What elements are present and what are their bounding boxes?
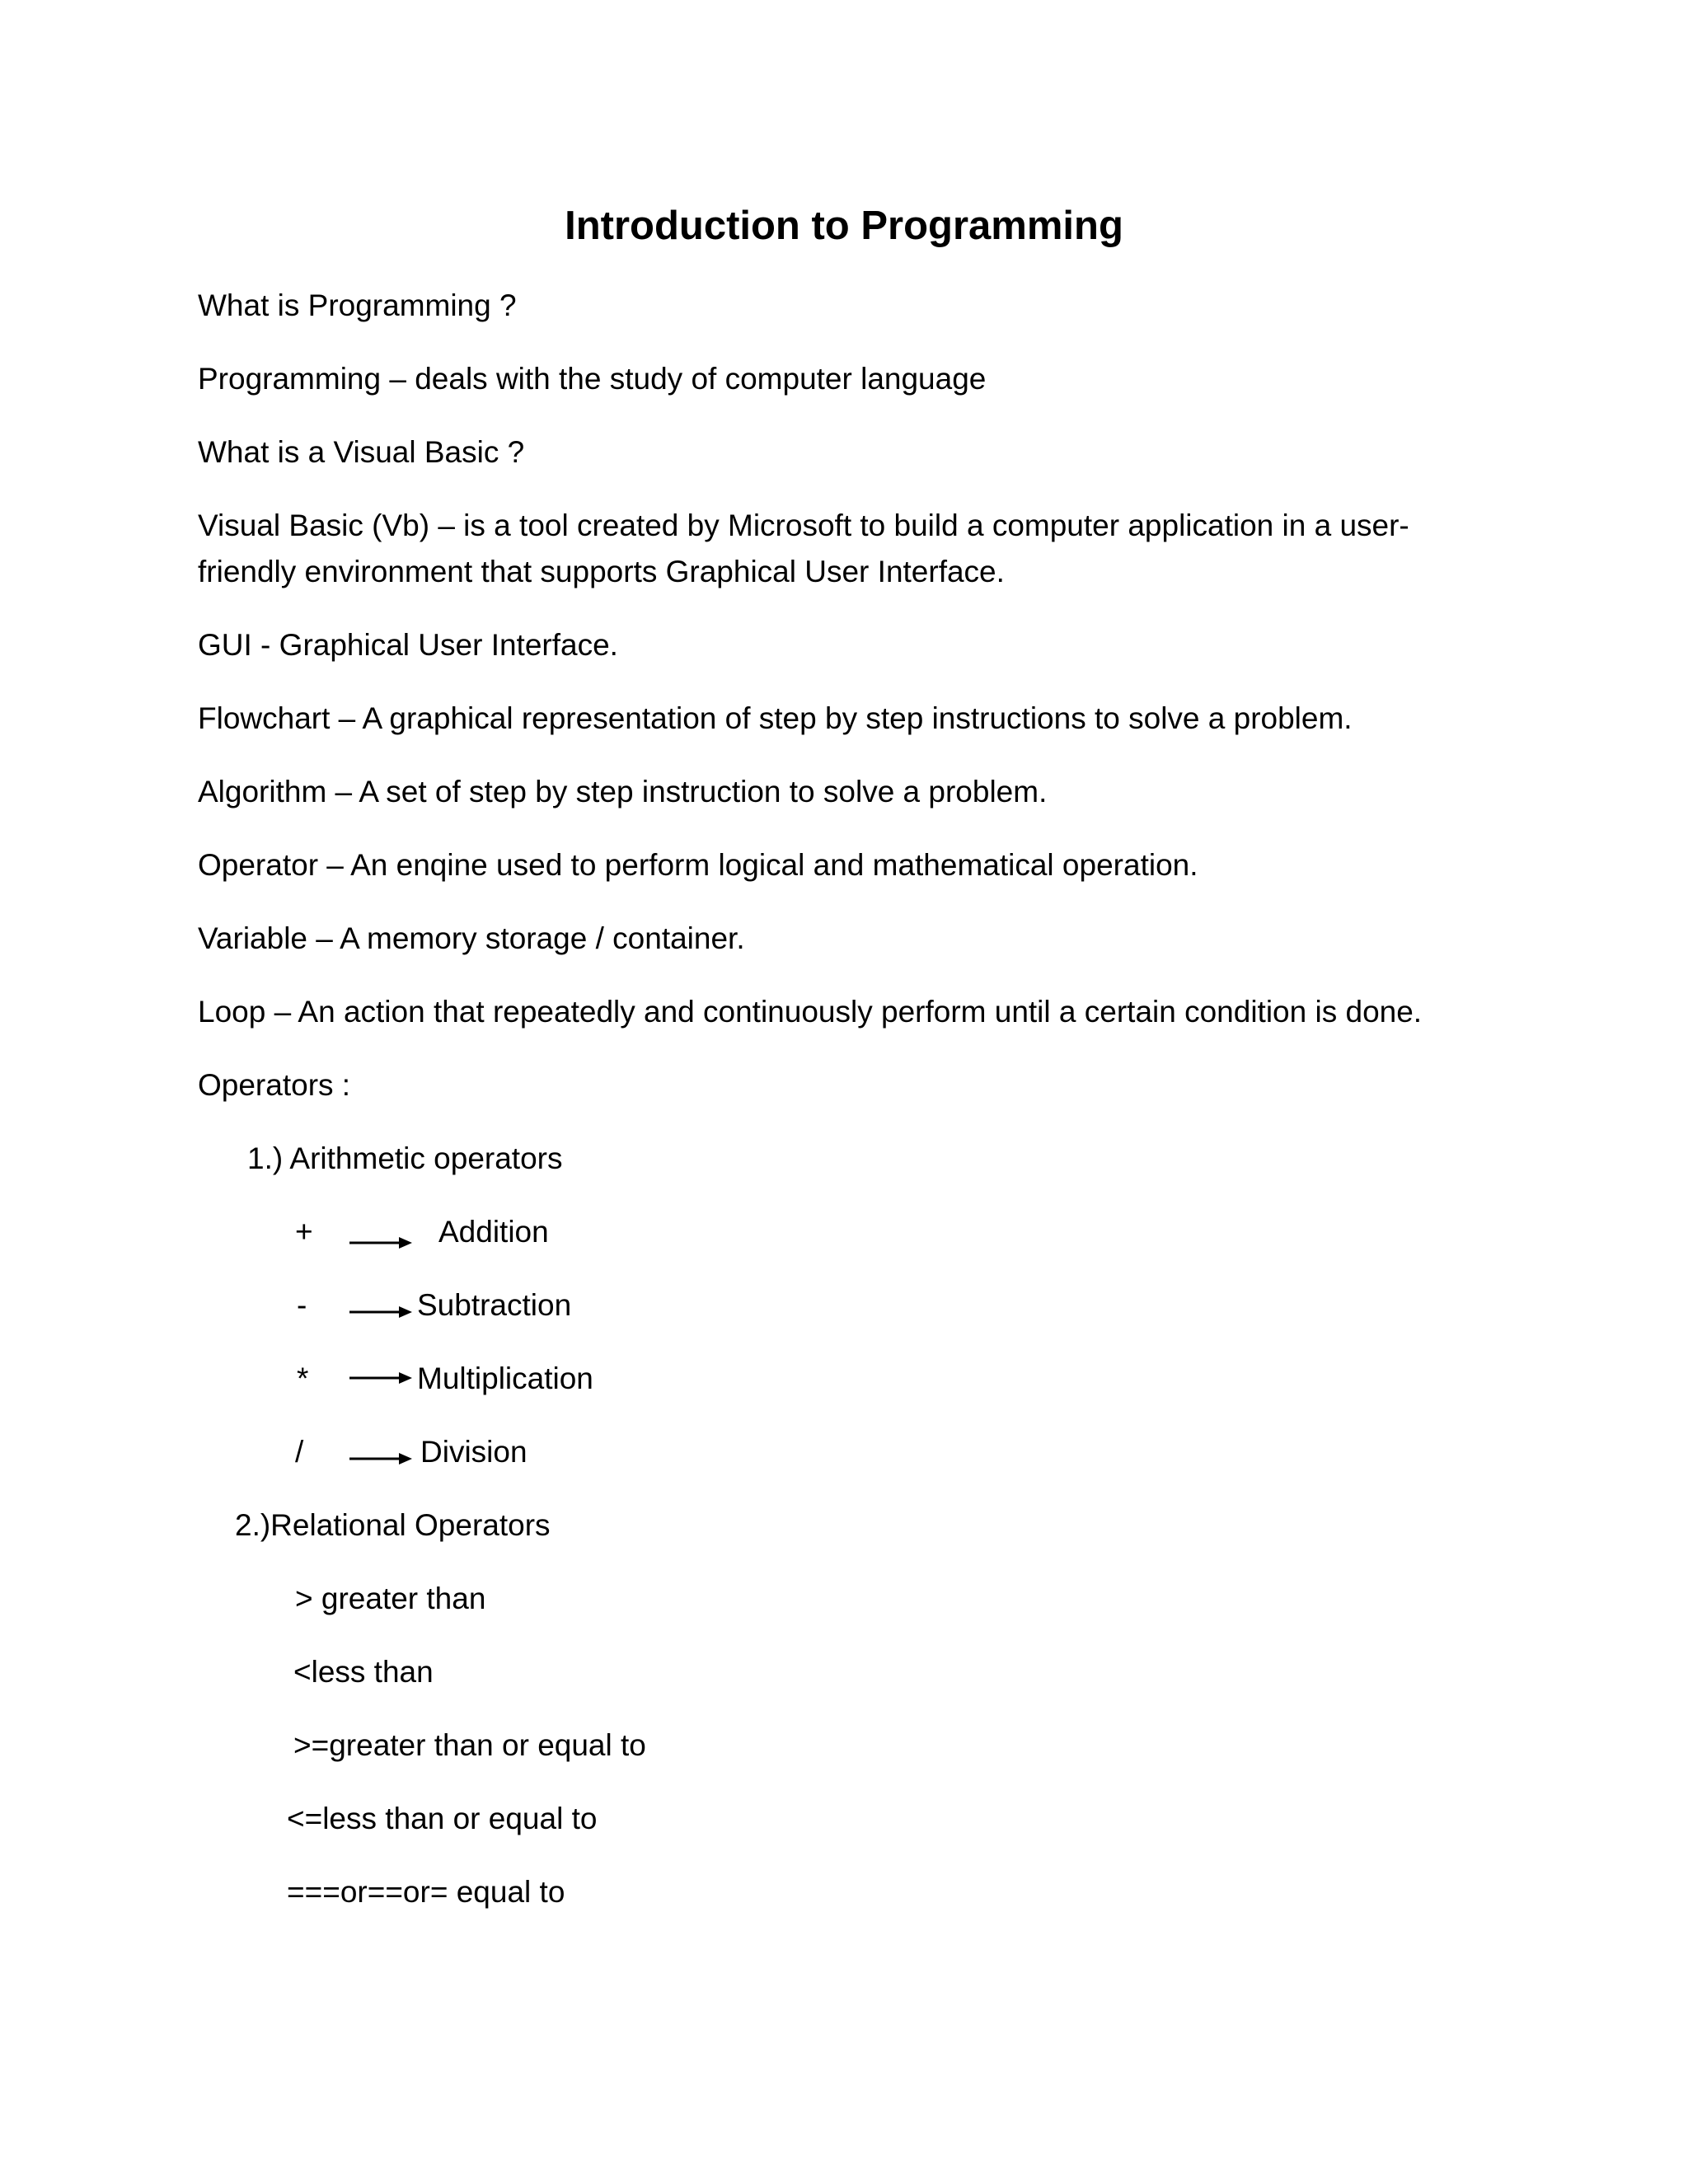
operator-symbol: - bbox=[297, 1288, 307, 1322]
relational-item-greater-than: > greater than bbox=[295, 1582, 486, 1615]
definition-flowchart: Flowchart – A graphical representation of step by step instructions to solve a problem. bbox=[198, 701, 1353, 735]
operator-symbol: / bbox=[295, 1435, 304, 1469]
operators-heading: Operators : bbox=[198, 1068, 351, 1102]
question-programming: What is Programming ? bbox=[198, 288, 517, 322]
right-arrow-icon bbox=[349, 1235, 412, 1251]
relational-item-less-equal: <=less than or equal to bbox=[287, 1802, 598, 1835]
operator-label: Addition bbox=[438, 1215, 549, 1249]
right-arrow-icon bbox=[349, 1304, 412, 1320]
definition-gui: GUI - Graphical User Interface. bbox=[198, 628, 618, 662]
definition-variable: Variable – A memory storage / container. bbox=[198, 921, 745, 955]
operator-label: Division bbox=[420, 1435, 528, 1469]
relational-item-greater-equal: >=greater than or equal to bbox=[293, 1728, 646, 1762]
definition-loop: Loop – An action that repeatedly and continuously perform until a certain condition is done. bbox=[198, 995, 1423, 1029]
page-title: Introduction to Programming bbox=[565, 204, 1123, 248]
operator-symbol: * bbox=[297, 1361, 309, 1395]
operator-label: Multiplication bbox=[417, 1361, 593, 1395]
right-arrow-icon bbox=[349, 1451, 412, 1467]
relational-item-equal: ===or==or= equal to bbox=[287, 1875, 565, 1909]
operator-label: Subtraction bbox=[417, 1288, 572, 1322]
relational-heading: 2.)Relational Operators bbox=[235, 1508, 551, 1542]
operator-symbol: + bbox=[295, 1215, 313, 1249]
arithmetic-heading: 1.) Arithmetic operators bbox=[247, 1141, 563, 1175]
relational-item-less-than: <less than bbox=[293, 1655, 434, 1689]
definition-programming: Programming – deals with the study of computer language bbox=[198, 362, 987, 396]
definition-visual-basic: Visual Basic (Vb) – is a tool created by Microsoft to build a computer application in a user-friendly environment that supports Graphical User Interface. bbox=[198, 509, 1409, 588]
definition-algorithm: Algorithm – A set of step by step instruction to solve a problem. bbox=[198, 775, 1048, 808]
question-visual-basic: What is a Visual Basic ? bbox=[198, 435, 525, 469]
definition-operator: Operator – An enqine used to perform logical and mathematical operation. bbox=[198, 848, 1198, 882]
right-arrow-icon bbox=[349, 1370, 412, 1386]
